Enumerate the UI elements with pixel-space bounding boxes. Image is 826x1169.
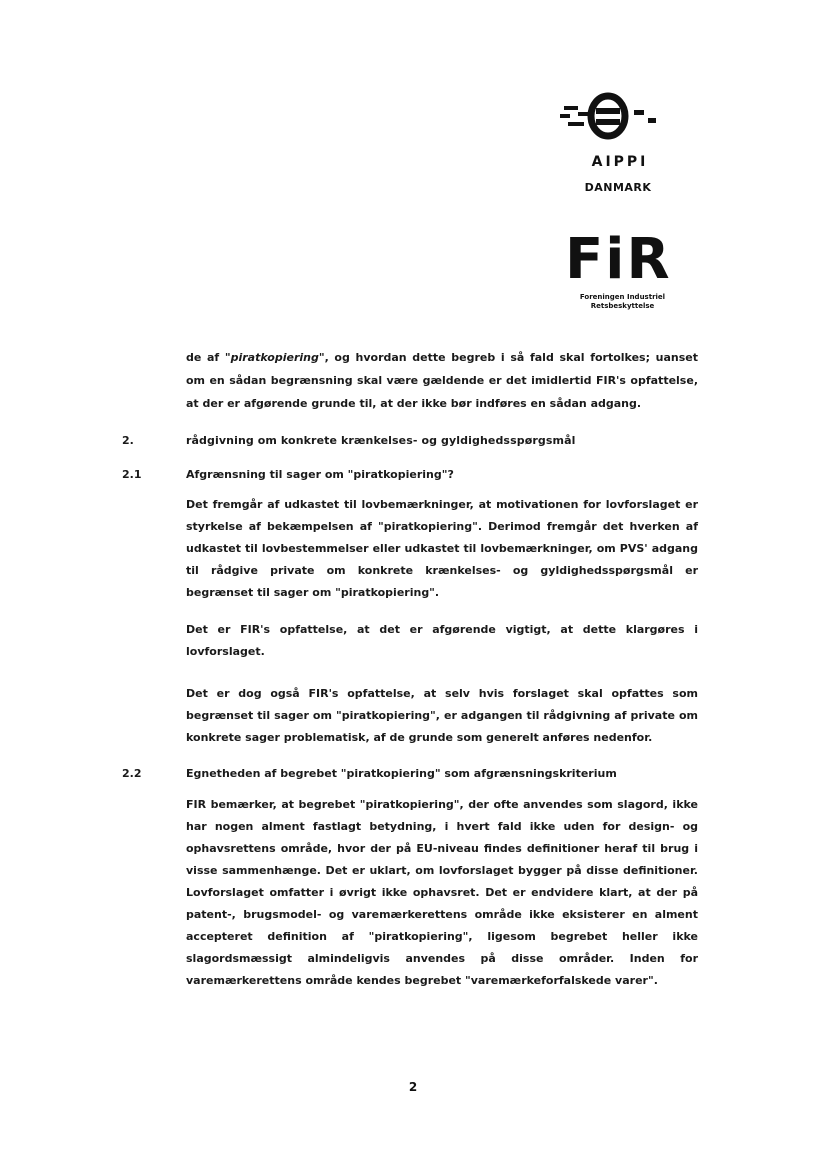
aippi-country: DANMARK	[584, 181, 652, 194]
fir-subtitle	[565, 293, 680, 311]
aippi-emblem-icon	[560, 92, 690, 152]
section-2-1-paragraph-2: Det er FIR's opfattelse, at det er afgørende vigtigt, at dette klargøres i lovforslaget.	[186, 623, 698, 658]
intro-paragraph	[186, 346, 698, 415]
intro-text-a: de af	[186, 351, 225, 364]
section-2-title: rådgivning om konkrete krænkelses- og gyldighedsspørgsmål	[186, 434, 576, 447]
section-2-2-title: Egnetheden af begrebet "piratkopiering" som afgrænsningskriterium	[186, 767, 617, 780]
fir-logo	[565, 226, 680, 291]
section-2-number: 2.	[122, 434, 134, 447]
section-2-1-paragraph-3: Det er dog også FIR's opfattelse, at selv hvis forslaget skal opfattes som begrænset til sager om "piratkopiering", er adgangen til rådgivning af private om konkrete sager problematisk, af de grunde som generelt anføres nedenfor.	[186, 687, 698, 744]
aippi-name: AIPPI	[591, 154, 649, 170]
section-2-1-title: Afgrænsning til sager om "piratkopiering"?	[186, 468, 454, 481]
section-2-1-number: 2.1	[122, 468, 142, 481]
section-2-2-number: 2.2	[122, 767, 142, 780]
fir-subtitle-line1: Foreningen Industriel	[579, 293, 666, 301]
fir-subtitle-line2: Retsbeskyttelse	[590, 302, 655, 310]
intro-text-b: , og hvordan dette begreb i så fald skal fortolkes; uanset om en sådan begrænsning skal være gældende er det imidlertid FIR's opfattelse, at der er afgørende grunde til, at der ikke bør indføres en sådan adgang.	[186, 351, 699, 410]
page-number: 2	[408, 1080, 418, 1094]
section-2-1-paragraph-1: Det fremgår af udkastet til lovbemærkninger, at motivationen for lovforslaget er styrkelse af bekæmpelsen af "piratkopiering". Derimod fremgår det hverken af udkastet til lovbestemmelser eller udkastet til lovbemærkninger, om PVS' adgang til rådgive private om konkrete krænkelses- og gyldighedsspørgsmål er begrænset til sager om "piratkopiering".	[186, 498, 698, 599]
section-2-2-paragraph-1: FIR bemærker, at begrebet "piratkopiering", der ofte anvendes som slagord, ikke har nogen alment fastlagt betydning, i hvert fald ikke uden for design- og ophavsrettens område, hvor der på EU-niveau findes definitioner heraf til brug i visse sammenhænge. Det er uklart, om lovforslaget bygger på disse definitioner. Lovforslaget omfatter i øvrigt ikke ophavsret. Det er endvidere klart, at der på patent-, brugsmodel- og varemærkerettens område ikke eksisterer en alment accepteret definition af "piratkopiering", ligesom begrebet heller ikke slagordsmæssigt almindeligvis anvendes på disse områder. Inden for varemærkerettens område kendes begrebet "varemærkeforfalskede varer".	[186, 798, 698, 987]
fir-wordmark-text: FiR	[565, 227, 672, 292]
intro-italic-term: "piratkopiering"	[224, 351, 325, 364]
